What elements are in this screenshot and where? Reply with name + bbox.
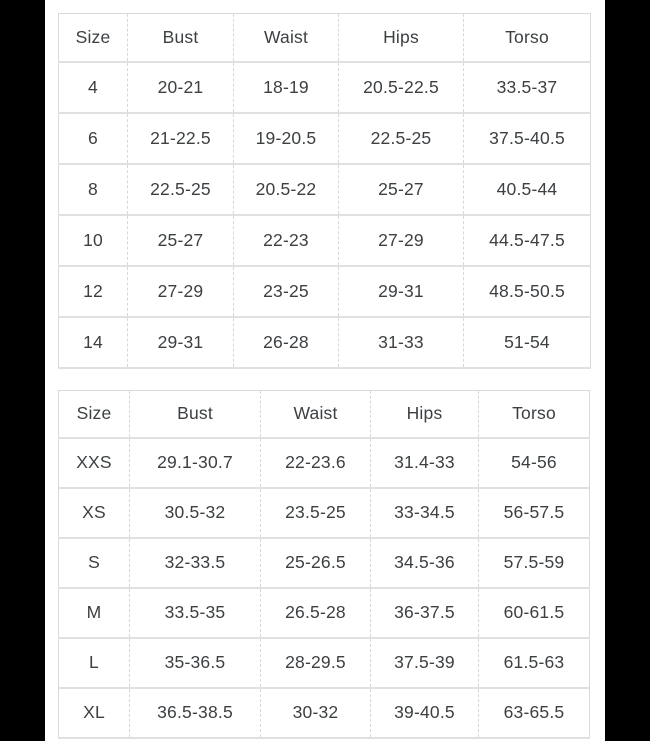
table-cell: 27-29 <box>128 266 234 317</box>
header-cell: Bust <box>128 14 234 62</box>
table-cell: 26.5-28 <box>261 588 371 638</box>
table-row <box>59 538 590 588</box>
table-cell: 14 <box>59 317 128 368</box>
table-cell: 25-26.5 <box>261 538 371 588</box>
header-cell: Hips <box>339 14 464 62</box>
table-cell: 20.5-22.5 <box>339 62 464 113</box>
table-cell: 12 <box>59 266 128 317</box>
header-row <box>59 14 591 62</box>
table-body <box>59 62 591 368</box>
table-cell: 54-56 <box>479 438 590 488</box>
table-header-row <box>59 391 590 438</box>
size-chart-table-letter <box>58 390 590 739</box>
table-header-row <box>59 14 591 62</box>
table-cell: 33.5-37 <box>464 62 591 113</box>
table-row <box>59 438 590 488</box>
table-cell: 22-23.6 <box>261 438 371 488</box>
table-row <box>59 215 591 266</box>
table-cell: 35-36.5 <box>130 638 261 688</box>
header-cell: Size <box>59 391 130 438</box>
header-cell: Torso <box>479 391 590 438</box>
table-cell: 63-65.5 <box>479 688 590 738</box>
table-cell: 40.5-44 <box>464 164 591 215</box>
table-row <box>59 638 590 688</box>
table-cell: 31-33 <box>339 317 464 368</box>
table-row <box>59 62 591 113</box>
table-body <box>59 438 590 738</box>
table-cell: 28-29.5 <box>261 638 371 688</box>
table-cell: 25-27 <box>339 164 464 215</box>
table-cell: 57.5-59 <box>479 538 590 588</box>
header-cell: Torso <box>464 14 591 62</box>
table-cell: 37.5-39 <box>371 638 479 688</box>
table-cell: 29.1-30.7 <box>130 438 261 488</box>
table-cell: 23-25 <box>234 266 339 317</box>
right-black-bar <box>605 0 650 741</box>
table-cell: 56-57.5 <box>479 488 590 538</box>
table-cell: XXS <box>59 438 130 488</box>
table-cell: 36.5-38.5 <box>130 688 261 738</box>
table-cell: 22.5-25 <box>128 164 234 215</box>
table-cell: 32-33.5 <box>130 538 261 588</box>
header-row <box>59 391 590 438</box>
table-cell: 18-19 <box>234 62 339 113</box>
table-cell: 8 <box>59 164 128 215</box>
table-cell: 51-54 <box>464 317 591 368</box>
table-row <box>59 164 591 215</box>
table-cell: 29-31 <box>339 266 464 317</box>
table-cell: 4 <box>59 62 128 113</box>
table-cell: 31.4-33 <box>371 438 479 488</box>
table-cell: 61.5-63 <box>479 638 590 688</box>
table-cell: 33.5-35 <box>130 588 261 638</box>
table-cell: 39-40.5 <box>371 688 479 738</box>
table-cell: 29-31 <box>128 317 234 368</box>
table-cell: 22-23 <box>234 215 339 266</box>
table-cell: 30-32 <box>261 688 371 738</box>
table-cell: S <box>59 538 130 588</box>
header-cell: Size <box>59 14 128 62</box>
table-cell: 6 <box>59 113 128 164</box>
table-row <box>59 317 591 368</box>
table-cell: 48.5-50.5 <box>464 266 591 317</box>
table-cell: 60-61.5 <box>479 588 590 638</box>
table-cell: 36-37.5 <box>371 588 479 638</box>
header-cell: Waist <box>234 14 339 62</box>
table-cell: 44.5-47.5 <box>464 215 591 266</box>
table-row <box>59 488 590 538</box>
table-cell: 23.5-25 <box>261 488 371 538</box>
header-cell: Hips <box>371 391 479 438</box>
table-cell: 30.5-32 <box>130 488 261 538</box>
table-cell: 21-22.5 <box>128 113 234 164</box>
table-cell: XL <box>59 688 130 738</box>
table-cell: 22.5-25 <box>339 113 464 164</box>
table-cell: 33-34.5 <box>371 488 479 538</box>
table-cell: 20.5-22 <box>234 164 339 215</box>
header-cell: Bust <box>130 391 261 438</box>
size-chart-table-numeric <box>58 13 591 369</box>
table-cell: 25-27 <box>128 215 234 266</box>
table-cell: 27-29 <box>339 215 464 266</box>
table-cell: M <box>59 588 130 638</box>
table-cell: 20-21 <box>128 62 234 113</box>
table-cell: 37.5-40.5 <box>464 113 591 164</box>
header-cell: Waist <box>261 391 371 438</box>
table-row <box>59 113 591 164</box>
table-cell: 19-20.5 <box>234 113 339 164</box>
table-cell: 26-28 <box>234 317 339 368</box>
table-row <box>59 588 590 638</box>
table-cell: 10 <box>59 215 128 266</box>
left-black-bar <box>0 0 45 741</box>
table-row <box>59 266 591 317</box>
table-cell: XS <box>59 488 130 538</box>
table-cell: 34.5-36 <box>371 538 479 588</box>
table-row <box>59 688 590 738</box>
table-cell: L <box>59 638 130 688</box>
